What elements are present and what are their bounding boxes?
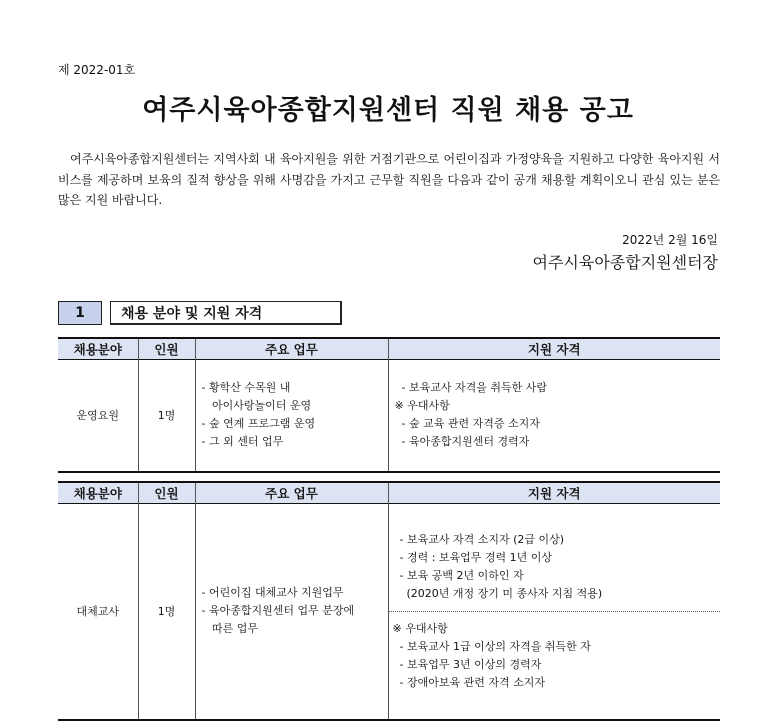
table-row [58,360,720,472]
announcement-date: 2022년 2월 16일 [622,233,718,247]
header-qualifications: 지원 자격 [388,338,720,360]
qualification-line: - 육아종합지원센터 경력자 [394,435,530,449]
preferred-line: - 장애아보육 관련 자격 소지자 [392,675,545,689]
field-cell: 운영요원 [58,360,138,472]
duty-line: - 어린이집 대체교사 지원업무 [201,586,344,600]
qualification-line: (2020년 개정 장기 미 종사자 지침 적용) [392,586,603,600]
qualification-line: - 숲 교육 관련 자격증 소지자 [394,417,540,431]
section-number: 1 [58,301,102,325]
table-header-row [58,338,720,360]
duties-cell [195,504,388,720]
recruitment-table-substitute [58,481,720,721]
duties-cell [195,360,388,472]
duty-line: 따른 업무 [201,622,258,636]
duty-line: 아이사랑놀이터 운영 [201,399,312,413]
preferred-line: - 보육업무 3년 이상의 경력자 [392,657,542,671]
preferred-line: ※ 우대사항 [392,621,448,635]
duty-line: - 숲 연계 프로그램 운영 [201,417,316,431]
table-row [58,504,720,720]
section-title: 채용 분야 및 지원 자격 [110,301,342,325]
header-duties: 주요 업무 [195,482,388,504]
count-cell: 1명 [138,360,195,472]
page-title: 여주시육아종합지원센터 직원 채용 공고 [142,95,634,126]
qualification-line: ※ 우대사항 [394,399,450,413]
header-field: 채용분야 [58,482,138,504]
recruitment-table-operations [58,337,720,473]
count-cell: 1명 [138,504,195,720]
preferred-line: - 보육교사 1급 이상의 자격을 취득한 자 [392,639,591,653]
qualifications-cell [388,504,720,720]
qualification-line: - 보육교사 자격 소지자 (2급 이상) [392,532,565,546]
header-count: 인원 [138,338,195,360]
table-header-row [58,482,720,504]
field-cell: 대체교사 [58,504,138,720]
header-field: 채용분야 [58,338,138,360]
duty-line: - 황학산 수목원 내 [201,381,291,395]
header-duties: 주요 업무 [195,338,388,360]
header-count: 인원 [138,482,195,504]
header-qualifications: 지원 자격 [388,482,720,504]
issuer-name: 여주시육아종합지원센터장 [532,253,718,272]
document-number: 제 2022-01호 [58,63,136,77]
qualifications-cell [388,360,720,472]
intro-paragraph: 여주시육아종합지원센터는 지역사회 내 육아지원을 위한 거점기관으로 어린이집과 가정양육을 지원하고 다양한 육아지원 서비스를 제공하며 보육의 질적 향상을 위해 사명감을 가지고 근무할 직원을 다음과 같이 공개 채용할 계획이오니 관심 있는 분은 많은 지원 바랍니다. [58,152,720,207]
qualification-line: - 경력 : 보육업무 경력 1년 이상 [392,550,553,564]
duty-line: - 육아종합지원센터 업무 분장에 [201,604,355,618]
duty-line: - 그 외 센터 업무 [201,435,284,449]
qualification-line: - 보육교사 자격을 취득한 사람 [394,381,547,395]
qualification-line: - 보육 공백 2년 이하인 자 [392,568,524,582]
